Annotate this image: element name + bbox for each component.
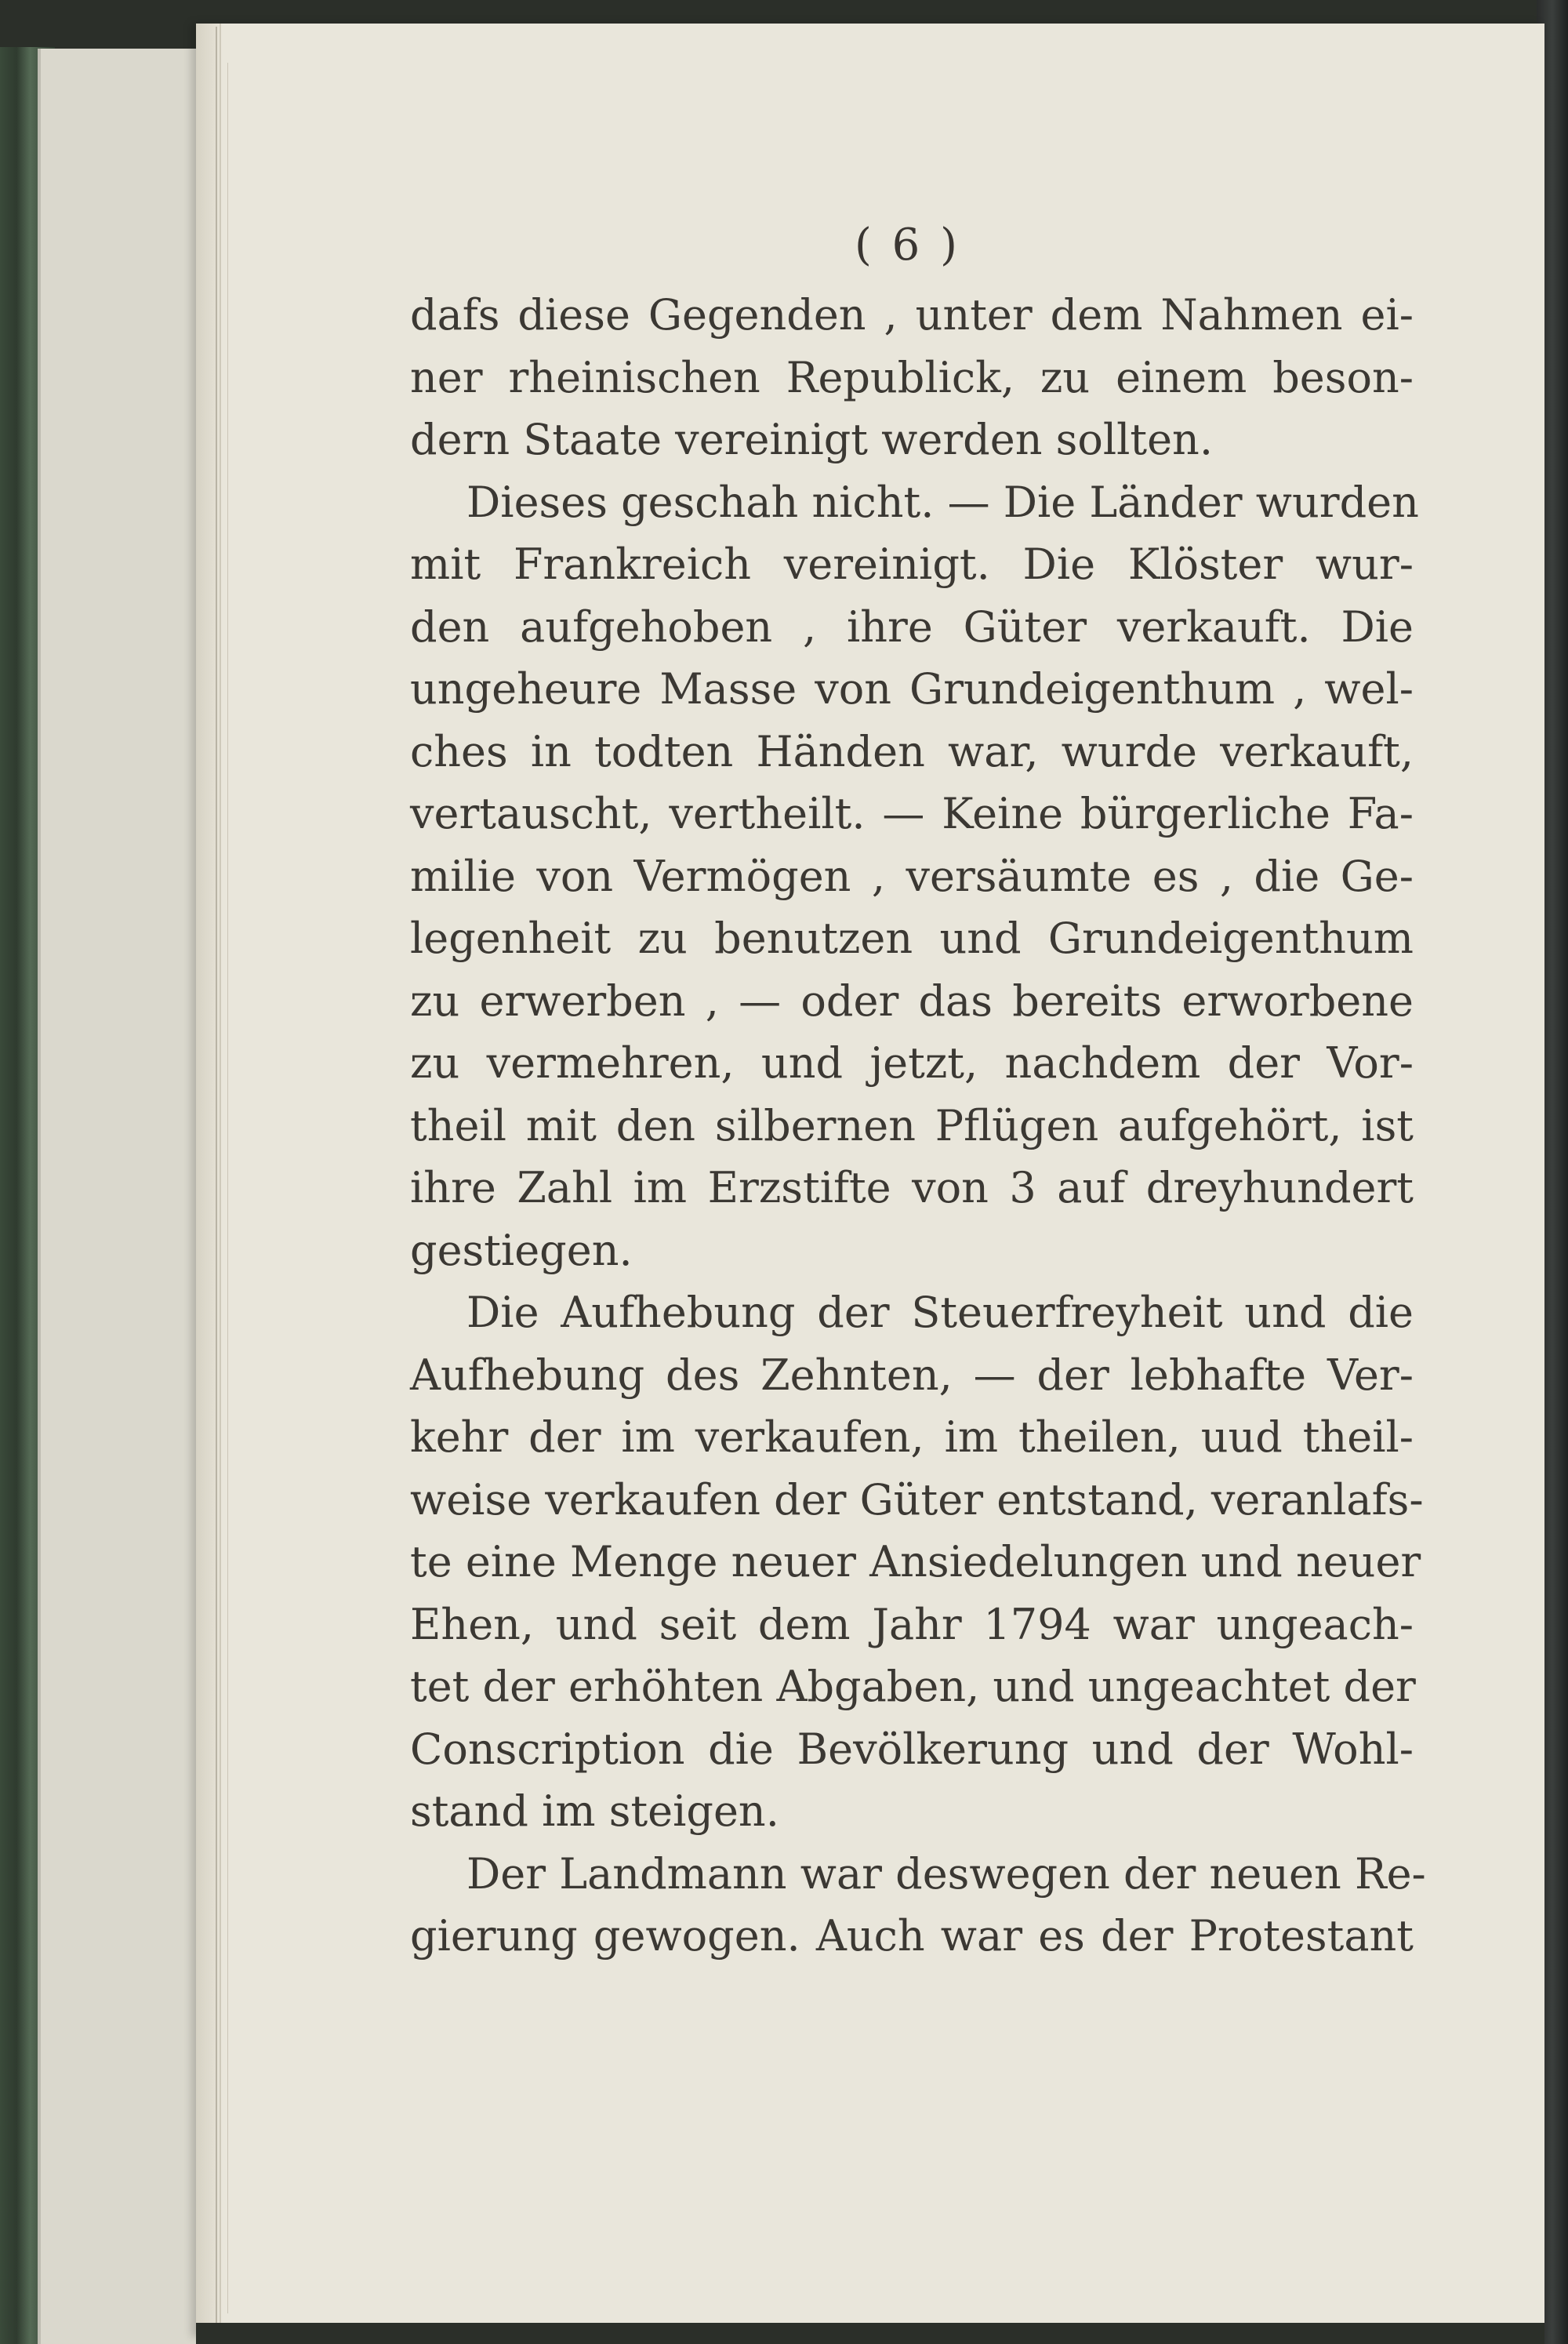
text-line: zu erwerben , — oder das bereits erworbene xyxy=(410,976,1414,1026)
text-line: Ehen, und seit dem Jahr 1794 war ungeach- xyxy=(410,1599,1414,1649)
text-line: mit Frankreich vereinigt. Die Klöster wur- xyxy=(410,540,1414,589)
text-line: te eine Menge neuer Ansiedelungen und neuer xyxy=(410,1537,1421,1586)
text-line: Aufhebung des Zehnten, — der lebhafte Ver- xyxy=(410,1350,1414,1400)
text-line: theil mit den silbernen Pflügen aufgehört, ist xyxy=(410,1100,1414,1150)
text-line: Dieses geschah nicht. — Die Länder wurden xyxy=(466,477,1419,527)
text-line: gierung gewogen. Auch war es der Protestant xyxy=(410,1911,1414,1961)
text-line: vertauscht, vertheilt. — Keine bürgerliche Fa- xyxy=(410,789,1414,838)
text-line: weise verkaufen der Güter entstand, veranlafs- xyxy=(410,1474,1424,1525)
text-line: dafs diese Gegenden , unter dem Nahmen ei- xyxy=(410,290,1414,340)
text-line: Der Landmann war deswegen der neuen Re- xyxy=(466,1848,1426,1899)
page-number: ( 6 ) xyxy=(855,220,960,271)
text-line: tet der erhöhten Abgaben, und ungeachtet der xyxy=(410,1662,1416,1711)
text-line: milie von Vermögen , versäumte es , die Ge- xyxy=(410,851,1414,901)
text-line: gestiegen. xyxy=(410,1225,633,1275)
background-strip xyxy=(196,2323,1544,2344)
text-line: legenheit zu benutzen und Grundeigenthum xyxy=(410,914,1414,963)
page-gutter xyxy=(196,24,221,2337)
text-line: ches in todten Händen war, wurde verkauft, xyxy=(410,726,1414,776)
text-line: Conscription die Bevölkerung und der Wohl- xyxy=(410,1724,1414,1774)
text-line: stand im steigen. xyxy=(410,1786,779,1836)
text-line: ner rheinischen Republick, zu einem beson- xyxy=(410,352,1414,402)
text-line: zu vermehren, und jetzt, nachdem der Vor- xyxy=(410,1038,1414,1088)
text-line: ungeheure Masse von Grundeigenthum , wel- xyxy=(410,664,1414,714)
gutter-shadow-line xyxy=(227,63,228,2313)
text-line: dern Staate vereinigt werden sollten. xyxy=(410,415,1213,464)
text-line: ihre Zahl im Erzstifte von 3 auf dreyhundert xyxy=(410,1163,1414,1212)
gutter-fold-line xyxy=(216,27,217,2332)
text-line: den aufgehoben , ihre Güter verkauft. Die xyxy=(410,601,1414,652)
body-text xyxy=(410,284,1426,1968)
text-line: kehr der im verkaufen, im theilen, uud theil- xyxy=(410,1412,1414,1462)
text-line: Die Aufhebung der Steuerfreyheit und die xyxy=(466,1288,1414,1337)
